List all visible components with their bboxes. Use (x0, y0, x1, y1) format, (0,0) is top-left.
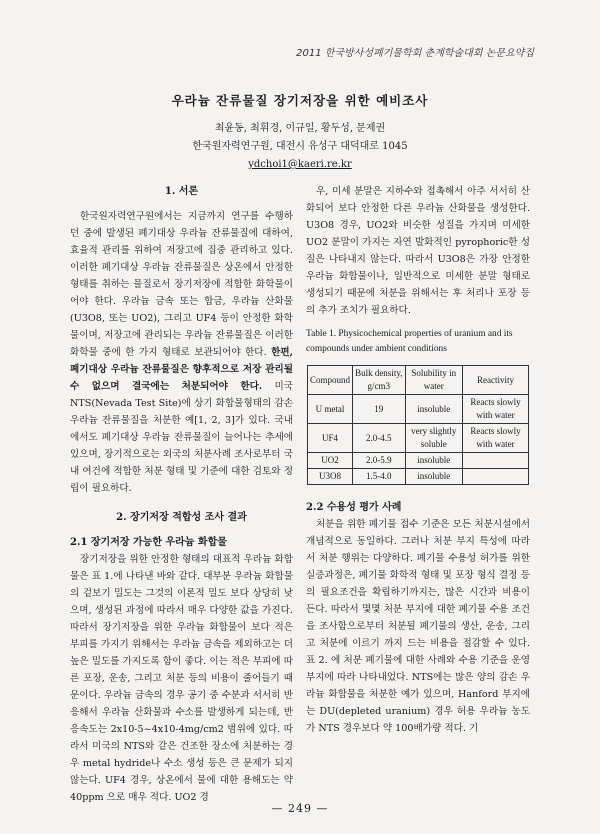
affiliation: 한국원자력연구원, 대전시 유성구 대덕대로 1045 (192, 141, 408, 152)
email-link[interactable]: ydchoi1@kaeri.re.kr (248, 159, 352, 170)
properties-table (307, 365, 529, 485)
table-cell: U metal (308, 395, 353, 424)
table-cell: UO2 (308, 453, 353, 469)
table-header-row (308, 366, 529, 395)
table-cell: UF4 (308, 424, 353, 453)
table-cell: Reacts slowly with water (463, 395, 529, 424)
table-cell (463, 469, 529, 485)
table-header-cell: Solubility in water (405, 366, 462, 395)
table-row (308, 469, 529, 485)
author-names: 최윤동, 최휘경, 이규일, 황두성, 문제권 (214, 123, 386, 134)
table-header-cell: Bulk density, g/cm3 (353, 366, 406, 395)
table-cell: U3O8 (308, 469, 353, 485)
table-cell: Reacts slowly with water (463, 424, 529, 453)
intro-text: 한국원자력연구원에서는 지금까지 연구를 수행하던 중에 발생된 폐기대상 우라늄 잔류물질에 대하여, 효율적 관리를 위하여 저장고에 집중 관리하고 있다. 이러한 폐기대상 우라늄 잔류물질은 상온에서 안정한 형태를 취하는 물질로서 장기저장에 적합한 화학물이어야 한다. 우라늄 금속 또는 합금, 우라늄 산화물(U3O8, 또는 UO2), 그리고 UF4 등이 안정한 화학물이며, 저장고에 관리되는 우라늄 잔류물질은 이러한 화학물 중에 한 가지 형태로 보관되어야 한다. (70, 211, 293, 358)
table-cell: 2.0-5.9 (353, 453, 406, 469)
paper-title: 우라늄 잔류물질 장기저장을 위한 예비조사 (171, 93, 429, 108)
section-intro-title: 1. 서론 (164, 186, 199, 197)
table-cell: 2.0-4.5 (353, 424, 406, 453)
running-header: 2011 한국방사성폐기물학회 춘계학술대회 논문요약집 (296, 48, 534, 59)
section-2-title: 2. 장기저장 적합성 조사 결과 (116, 512, 247, 523)
section-2-1-title: 2.1 장기저장 가능한 우라늄 화합물 (70, 537, 227, 548)
right-paragraph-1: 우, 미세 분말은 지하수와 접촉해서 아주 서서히 산화되어 보다 안정한 다른 우라늄 산화물을 생성한다. U3O8 경우, UO2와 비슷한 성질을 가지며 미세한 UO2 분말이 가지는 자연 발화적인 pyrophoric한 성질은 나타내지 않는다. 따라서 U3O8은 가장 안정한 우라늄 화합물이나, 일반적으로 미세한 분말 형태로 생성되기 때문에 처분을 위해서는 후 처리나 포장 등의 추가 조치가 필요하다. (306, 186, 530, 316)
table-cell: insoluble (405, 469, 462, 485)
right-column (306, 183, 530, 737)
table-header-cell: Reactivity (463, 366, 529, 395)
table-cell: 19 (353, 395, 406, 424)
section-2-2-paragraph: 처분을 위한 폐기물 접수 기준은 모든 처분시설에서 개념적으로 동일하다. 그러나 처분 부지 특성에 따라서 처분 행위는 다양하다. 폐기물 수용성 허가를 위한 실증과정은, 폐기물 화학적 형태 및 포장 형식 결정 등의 필요조건을 확립하기까지는, 많은 시간과 비용이 든다. 따라서 몇몇 처분 부지에 대한 폐기물 수용 조건을 조사함으로부터 처분될 폐기물의 생산, 운송, 그리고 처분에 이르기 까지 드는 비용을 절감할 수 있다. 표 2. 에 처분 폐기물에 대한 사례와 수용 기준을 운영부지에 따라 나타내었다. NTS에는 많은 양의 감손 우라늄 화합물을 처분한 예가 있으며, Hanford 부지에는 DU(depleted uranium) 경우 허용 우라늄 농도가 NTS 경우보다 약 100배가량 적다. 기 (306, 519, 530, 734)
table-header-cell: Compound (308, 366, 353, 395)
table-cell: 1.5-4.0 (353, 469, 406, 485)
section-2-2-title: 2.2 수용성 평가 사례 (306, 502, 402, 513)
left-column (70, 183, 293, 806)
intro-paragraph (70, 208, 293, 497)
author-block (0, 120, 600, 174)
table-cell: very slightly soluble (405, 424, 462, 453)
table-row (308, 395, 529, 424)
intro-tail-text: 미국 NTS(Nevada Test Site)에 상기 화합물형태의 감손우라늄 잔류물질을 처분한 예[1, 2, 3]가 있다. 국내에서도 폐기대상 우라늄 잔류물질이 늘어나는 추세에 있으며, 장기적으로는 외국의 처분사례 조사로부터 국내 여건에 적합한 처분 형태 및 기준에 대한 검토와 정립이 필요하다. (70, 381, 293, 494)
table-caption: Table 1. Physicochemical properties of uranium and its compounds under ambient conditions (306, 329, 513, 354)
intro-bold-text: 한편, 폐기대상 우라늄 잔류물질은 향후적으로 저장 관리될 수 없으며 결국에는 처분되어야 한다. (70, 347, 293, 392)
table-row (308, 424, 529, 453)
section-2-1-paragraph: 장기저장을 위한 안정한 형태의 대표적 우라늄 화합물은 표 1.에 나타낸 바와 같다. 대부분 우라늄 화합물의 겉보기 밀도는 그것의 이론적 밀도 보다 상당히 낮으며, 생성된 과정에 따라서 매우 다양한 값을 가진다. 따라서 장기저장을 위한 우라늄 화합물이 보다 적은 부피를 가지기 위해서는 우라늄 금속을 제외하고는 더 높은 밀도를 가지도록 함이 좋다. 이는 적은 부피에 따른 포장, 운송, 그리고 처분 등의 비용이 줄어들기 때문이다. 우라늄 금속의 경우 공기 중 수분과 서서히 반응해서 우라늄 산화물과 수소를 발생하게 되는데, 반응속도는 2x10-5~4x10-4mg/cm2 범위에 있다. 따라서 미국의 NTS와 같은 건조한 장소에 처분하는 경우 metal hydride나 수소 생성 등은 큰 문제가 되지 않는다. UF4 경우, 상온에서 물에 대한 용해도는 약 40ppm 으로 매우 적다. UO2 경 (70, 554, 293, 803)
table-row (308, 453, 529, 469)
table-cell (463, 453, 529, 469)
table-cell: insoluble (405, 453, 462, 469)
table-cell: insoluble (405, 395, 462, 424)
page-number: — 249 — (271, 802, 329, 815)
